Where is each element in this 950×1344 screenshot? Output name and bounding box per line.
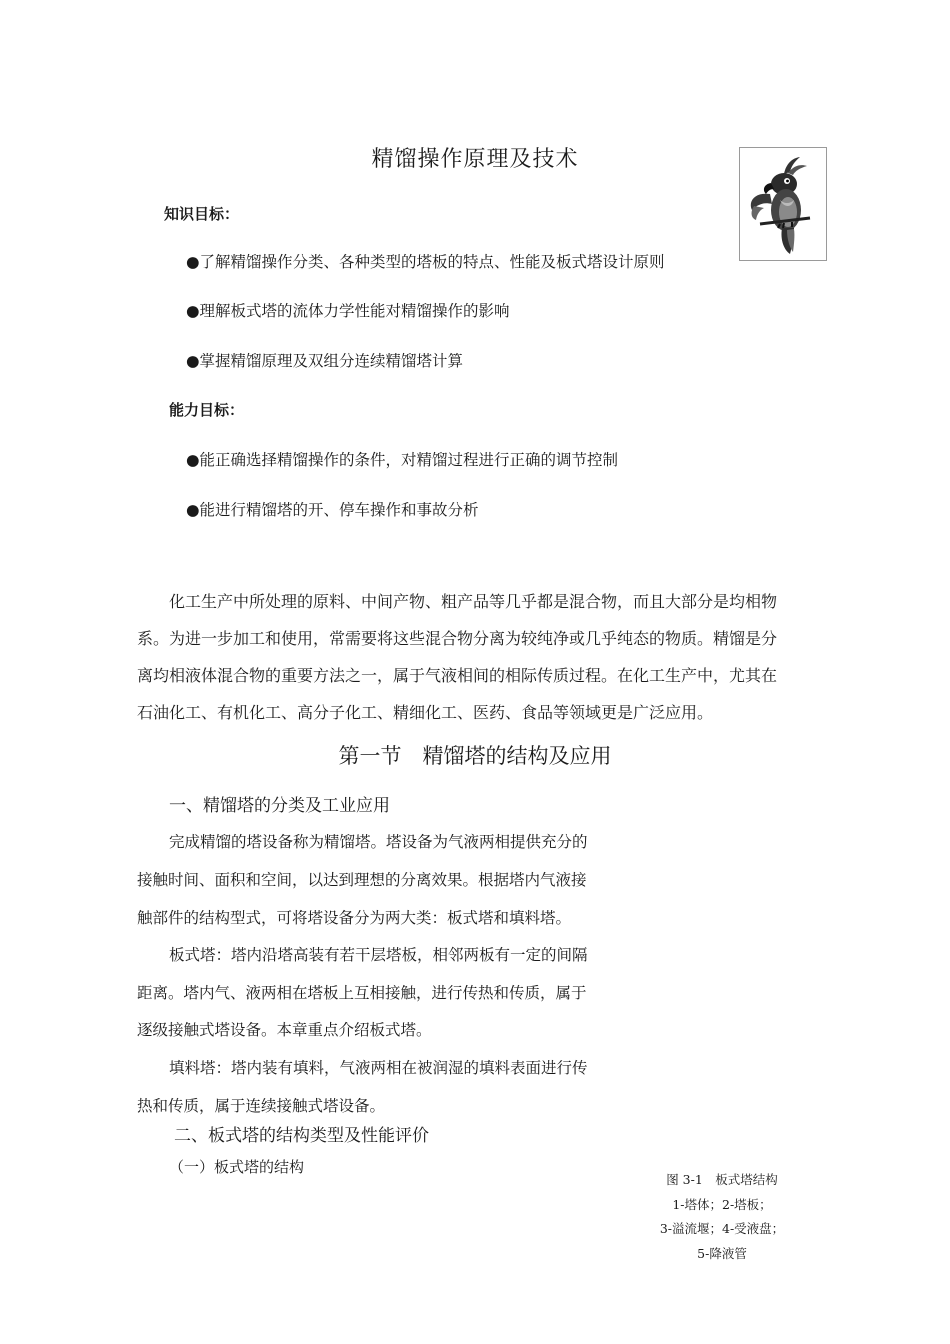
figure-caption-line: 3-溢流堰；4-受液盘； (659, 1221, 785, 1236)
ability-goal-item: ●能进行精馏塔的开、停车操作和事故分析 (186, 501, 479, 519)
intro-paragraph-line: 系。为进一步加工和使用，常需要将这些混合物分离为较纯净或几乎纯态的物质。精馏是分 (137, 629, 778, 648)
body-text-line: 完成精馏的塔设备称为精馏塔。塔设备为气液两相提供充分的 (169, 833, 588, 851)
figure-caption-line: 1-塔体；2-塔板； (672, 1197, 772, 1212)
ability-goal-item: ●能正确选择精馏操作的条件，对精馏过程进行正确的调节控制 (186, 451, 619, 469)
body-text-line: 板式塔：塔内沿塔高装有若干层塔板，相邻两板有一定的间隔 (169, 946, 588, 964)
ability-goals-heading: 能力目标： (169, 401, 245, 419)
figure-caption-line: 5-降液管 (697, 1246, 747, 1261)
knowledge-goal-item: ●了解精馏操作分类、各种类型的塔板的特点、性能及板式塔设计原则 (186, 253, 665, 271)
subsection-heading: 二、板式塔的结构类型及性能评价 (174, 1126, 429, 1146)
body-text-line: 填料塔：塔内装有填料，气液两相在被润湿的填料表面进行传 (169, 1059, 588, 1077)
body-text-line: 距离。塔内气、液两相在塔板上互相接触，进行传热和传质，属于 (137, 984, 587, 1002)
intro-paragraph-line: 离均相液体混合物的重要方法之一，属于气液相间的相际传质过程。在化工生产中，尤其在 (137, 666, 778, 685)
parrot-logo-image (739, 147, 827, 261)
document-title: 精馏操作原理及技术 (371, 147, 579, 172)
intro-paragraph-line: 石油化工、有机化工、高分子化工、精细化工、医药、食品等领域更是广泛应用。 (137, 703, 714, 722)
body-text-line: 热和传质，属于连续接触式塔设备。 (137, 1097, 386, 1115)
body-text-line: 逐级接触式塔设备。本章重点介绍板式塔。 (137, 1021, 432, 1039)
knowledge-goal-item: ●掌握精馏原理及双组分连续精馏塔计算 (186, 352, 464, 370)
knowledge-goals-heading: 知识目标： (164, 205, 240, 223)
subsection-heading: 一、精馏塔的分类及工业应用 (169, 796, 390, 816)
section-title: 第一节 精馏塔的结构及应用 (338, 744, 612, 768)
intro-paragraph-line: 化工生产中所处理的原料、中间产物、粗产品等几乎都是混合物，而且大部分是均相物 (169, 592, 778, 611)
figure-caption-line: 图 3-1 板式塔结构 (666, 1172, 778, 1187)
body-text-line: 触部件的结构型式，可将塔设备分为两大类：板式塔和填料塔。 (137, 909, 572, 927)
sub-subsection-heading: （一）板式塔的结构 (169, 1158, 305, 1176)
body-text-line: 接触时间、面积和空间，以达到理想的分离效果。根据塔内气液接 (137, 871, 587, 889)
knowledge-goal-item: ●理解板式塔的流体力学性能对精馏操作的影响 (186, 302, 510, 320)
